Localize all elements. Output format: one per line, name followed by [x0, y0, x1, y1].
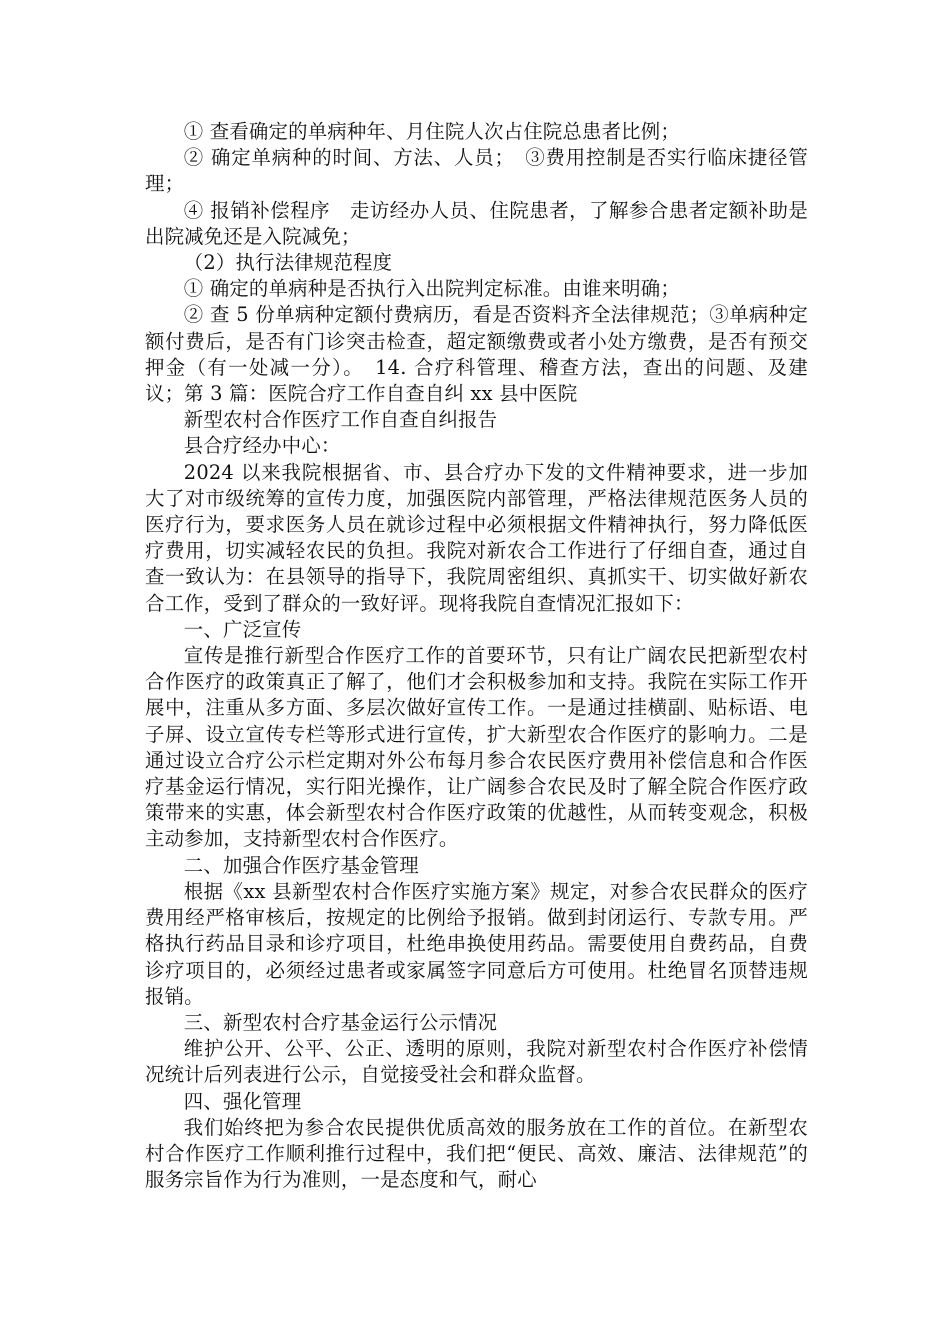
report-title: 新型农村合作医疗工作自查自纠报告	[183, 408, 498, 432]
section-heading-publicity: 一、广泛宣传	[183, 617, 302, 641]
paragraph-item-3: ④ 报销补偿程序 走访经办人员、住院患者，了解参合患者定额补助是出院减免还是入院减免；	[145, 198, 808, 248]
section-heading-2: （2）执行法律规范程度	[183, 251, 393, 275]
management-paragraph: 我们始终把为参合农民提供优质高效的服务放在工作的首位。在新型农村合作医疗工作顺利推行过程中，我们把“便民、高效、廉洁、法律规范”的服务宗旨作为行为准则，一是态度和气，耐心	[145, 1115, 808, 1192]
fund-management-paragraph: 根据《xx 县新型农村合作医疗实施方案》规定，对参合农民群众的医疗费用经严格审核后，按规定的比例给予报销。做到封闭运行、专款专用。严格执行药品目录和诊疗项目，杜绝串换使用药品。需要使用自费药品，自费诊疗项目的，必须经过患者或家属签字同意后方可使用。杜绝冒名顶替违规报销。	[145, 879, 808, 1008]
section-heading-fund-disclosure: 三、新型农村合疗基金运行公示情况	[183, 1010, 498, 1034]
salutation: 县合疗经办中心：	[183, 434, 341, 458]
paragraph-item-1: ① 查看确定的单病种年、月住院人次占住院总患者比例；	[183, 120, 680, 143]
section-heading-management: 四、强化管理	[183, 1089, 302, 1113]
publicity-paragraph: 宣传是推行新型合作医疗工作的首要环节，只有让广阔农民把新型农村合作医疗的政策真正了解了，他们才会积极参加和支持。我院在实际工作开展中，注重从多方面、多层次做好宣传工作。一是通过挂横副、贴标语、电子屏、设立宣传专栏等形式进行宣传，扩大新型农合作医疗的影响力。二是通过设立合疗公示栏定期对外公布每月参合农民医疗费用补偿信息和合作医疗基金运行情况，实行阳光操作，让广阔参合农民及时了解全院合作医疗政策带来的实惠，体会新型农村合作医疗政策的优越性，从而转变观念，积极主动参加，支持新型农村合作医疗。	[145, 644, 808, 851]
section-heading-fund-management: 二、加强合作医疗基金管理	[183, 853, 419, 877]
paragraph-item-5: ② 查 5 份单病种定额付费病历，看是否资料齐全法律规范；③单病种定额付费后，是否有门诊突击检查，超定额缴费或者小处方缴费，是否有预交押金（有一处减一分）。 14. 合疗科管理、稽查方法，查出的问题、及建议；第 3 篇：医院合疗工作自查自纠 xx 县中医院	[145, 303, 808, 406]
paragraph-item-2: ② 确定单病种的时间、方法、人员； ③费用控制是否实行临床捷径管理；	[145, 146, 808, 196]
fund-disclosure-paragraph: 维护公开、公平、公正、透明的原则，我院对新型农村合作医疗补偿情况统计后列表进行公示，自觉接受社会和群众监督。	[145, 1037, 808, 1087]
paragraph-item-4: ① 确定的单病种是否执行入出院判定标准。由谁来明确；	[183, 277, 680, 301]
intro-paragraph: 2024 以来我院根据省、市、县合疗办下发的文件精神要求，进一步加大了对市级统筹的宣传力度，加强医院内部管理，严格法律规范医务人员的医疗行为，要求医务人员在就诊过程中必须根据文件精神执行，努力降低医疗费用，切实减轻农民的负担。我院对新农合工作进行了仔细自查，通过自查一致认为：在县领导的指导下，我院周密组织、真抓实干、切实做好新农合工作，受到了群众的一致好评。现将我院自查情况汇报如下：	[145, 460, 808, 615]
document-body	[145, 119, 808, 1193]
